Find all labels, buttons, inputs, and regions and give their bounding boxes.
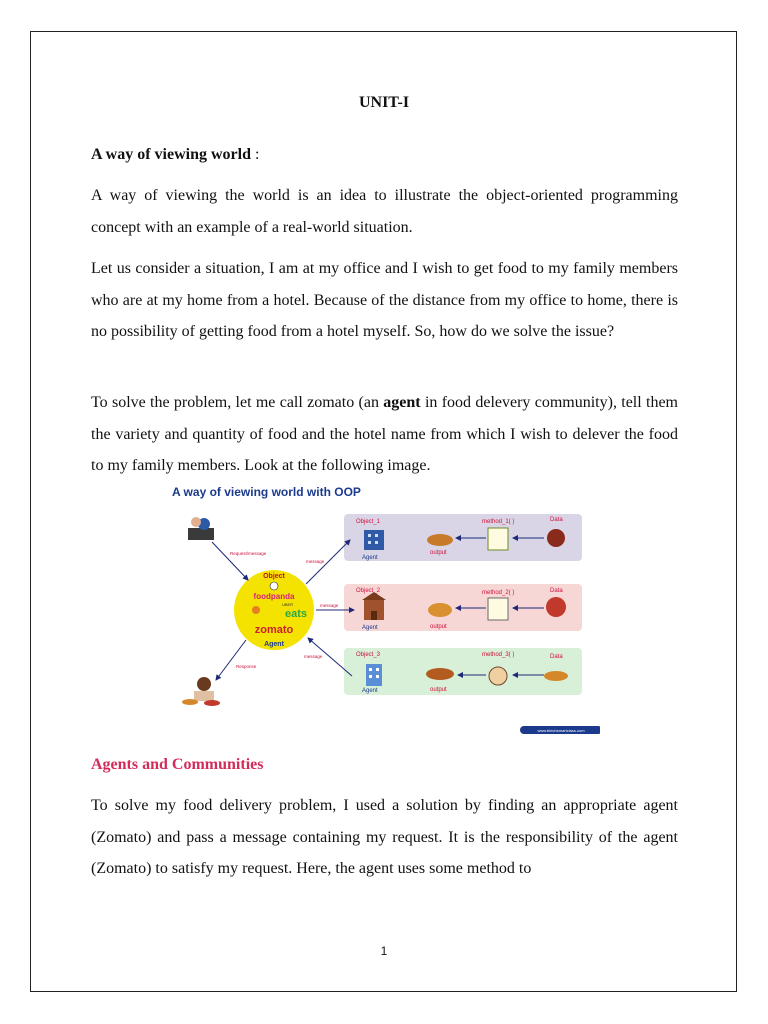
hotel-3-icon [366, 664, 382, 686]
method-1-label: method_1( ) [482, 519, 515, 525]
swiggy-icon [252, 606, 260, 614]
hub-brand-zomato: zomato [254, 624, 294, 636]
section-heading-viewing-world [91, 146, 259, 164]
request-arrow [212, 542, 248, 580]
message-1-label: message [306, 559, 325, 564]
request-label: Request/message [230, 551, 267, 556]
paragraph-2: Let us consider a situation, I am at my office and I wish to get food to my family members who are at my home from a hotel. Because of the distance from my office to home, there is no possibility of getting food from a hotel myself. So, how do we solve the issue? [91, 260, 678, 340]
food-output-1-icon [427, 534, 453, 546]
object-1-label: Object_1 [356, 519, 381, 525]
object-3-label: Object_3 [356, 652, 381, 658]
ingredients-3-icon [544, 671, 568, 681]
output-1-label: output [430, 550, 447, 556]
data-3-label: Data [550, 654, 563, 660]
data-2-label: Data [550, 588, 563, 594]
hub-brand-uber-small: UBER [282, 602, 294, 607]
page-number: 1 [380, 944, 388, 958]
hub-agent-label: Agent [264, 641, 284, 648]
heading-suffix: : [251, 146, 260, 163]
paragraph-3-part-b: in food delevery community), tell them the variety and quantity of food and the hotel name from which I wish to delever the food to my family members. Look at the following image. [91, 394, 679, 474]
agent-bold-word: agent [383, 394, 421, 411]
figure-title: A way of viewing world with OOP [172, 485, 361, 499]
vegetables-icon [546, 597, 566, 617]
paragraph-3 [91, 387, 678, 482]
chef-icon [489, 667, 507, 685]
food-output-2-icon [428, 603, 452, 617]
paragraph-3-part-a: To solve the problem, let me call zomato (an [91, 394, 384, 411]
section-heading-agents: Agents and Communities [91, 756, 264, 773]
response-label: Response [236, 664, 257, 669]
oop-diagram-figure [168, 480, 600, 738]
ingredients-1-icon [547, 529, 565, 547]
hub-brand-eats: eats [284, 608, 308, 620]
output-3-label: output [430, 687, 447, 693]
paragraph-1: A way of viewing the world is an idea to illustrate the object-oriented programming concept with an example of a real-world situation. [91, 187, 678, 236]
object-2-label: Object_2 [356, 588, 381, 594]
panda-icon [270, 582, 278, 590]
agent-3-label: Agent [362, 688, 378, 694]
page-title: UNIT-I [358, 94, 410, 111]
office-person-icon [188, 517, 214, 540]
heading-bold-text: A way of viewing world [91, 146, 251, 163]
recipe-2-icon [488, 598, 508, 620]
method-2-label: method_2( ) [482, 590, 515, 596]
response-arrow [216, 640, 246, 680]
message-3-label: message [304, 654, 323, 659]
output-2-label: output [430, 624, 447, 630]
paragraph-4: To solve my food delivery problem, I used a solution by finding an appropriate agent (Zomato) and pass a message containing my request. It is the responsibility of the agent (Zomato) to satisfy my request. Here, the agent uses some method to [91, 797, 678, 877]
hub-brand-foodpanda: foodpanda [253, 592, 295, 601]
recipe-1-icon [488, 528, 508, 550]
agent-2-label: Agent [362, 625, 378, 631]
agent-1-label: Agent [362, 555, 378, 561]
data-1-label: Data [550, 517, 563, 523]
method-3-label: method_3( ) [482, 652, 515, 658]
website-label: www.btechsmartclass.com [537, 728, 585, 733]
food-output-3-icon [426, 668, 454, 680]
oop-diagram [168, 480, 600, 738]
hub-object-label: Object [263, 573, 285, 580]
hotel-1-icon [364, 530, 384, 550]
message-2-label: message [320, 603, 339, 608]
family-eating-icon [182, 677, 220, 706]
